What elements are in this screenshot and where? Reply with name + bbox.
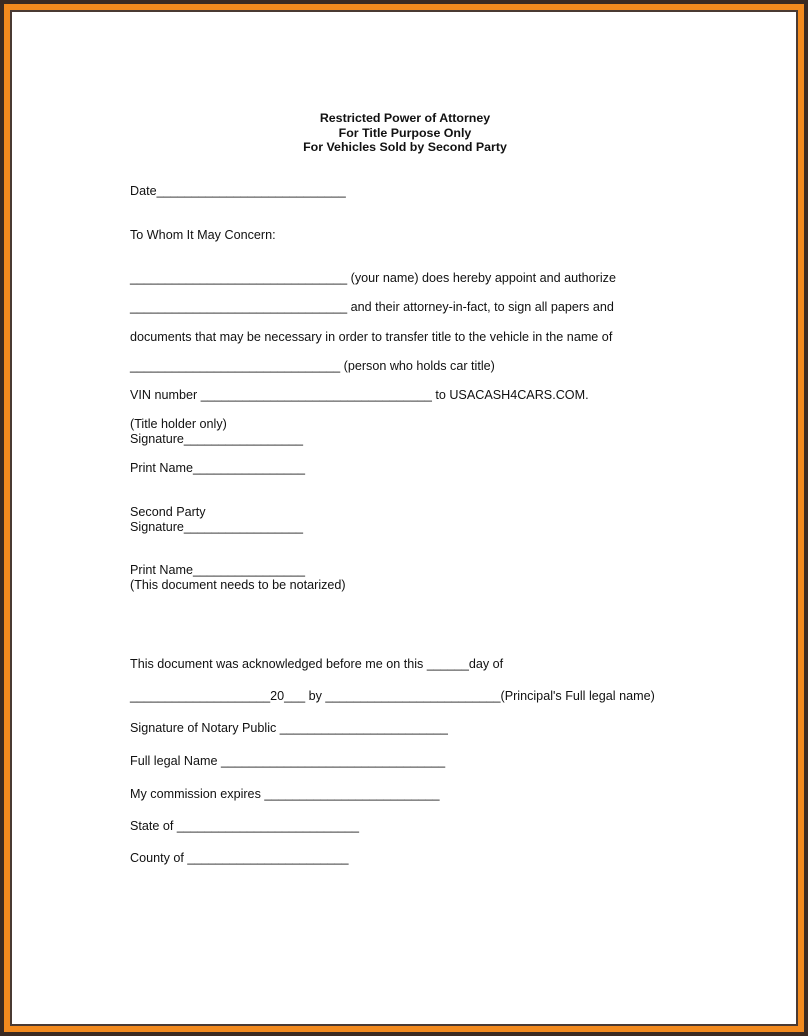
salutation: To Whom It May Concern: — [130, 228, 276, 242]
document-title — [12, 111, 798, 155]
appoint-line: _______________________________ (your name) does hereby appoint and authorize — [130, 271, 616, 285]
orange-border — [4, 4, 804, 1032]
document-page — [12, 12, 796, 1024]
county-of-line: County of _______________________ — [130, 851, 349, 865]
title-line-1: Restricted Power of Attorney — [319, 111, 491, 125]
inner-border — [10, 10, 798, 1026]
title-line-2: For Title Purpose Only — [338, 125, 472, 140]
documents-line: documents that may be necessary in order to transfer title to the vehicle in the name of — [130, 330, 613, 344]
holder-line: ______________________________ (person who holds car title) — [130, 359, 495, 373]
acknowledged-line: This document was acknowledged before me on this ______day of — [130, 657, 504, 671]
notarized-note: (This document needs to be notarized) — [130, 578, 346, 592]
print-name-line-2: Print Name________________ — [130, 563, 306, 577]
title-line-3: For Vehicles Sold by Second Party — [303, 140, 507, 154]
attorney-line: _______________________________ and their attorney-in-fact, to sign all papers and — [130, 300, 614, 314]
print-name-line-1: Print Name________________ — [130, 461, 306, 475]
signature-line-1: Signature_________________ — [130, 432, 303, 446]
date-line: Date___________________________ — [130, 184, 346, 198]
full-legal-name-line: Full legal Name ________________________________ — [130, 754, 446, 768]
title-holder-label: (Title holder only) — [130, 417, 227, 431]
second-party-label: Second Party — [130, 505, 206, 519]
year-principal-line: ____________________20___ by _________________________(Principal's Full legal name) — [130, 689, 655, 703]
vin-line: VIN number _________________________________ to USACASH4CARS.COM. — [130, 388, 589, 402]
state-of-line: State of __________________________ — [130, 819, 360, 833]
notary-signature-line: Signature of Notary Public ________________________ — [130, 721, 448, 735]
signature-line-2: Signature_________________ — [130, 520, 303, 534]
commission-expires-line: My commission expires _________________________ — [130, 787, 440, 801]
